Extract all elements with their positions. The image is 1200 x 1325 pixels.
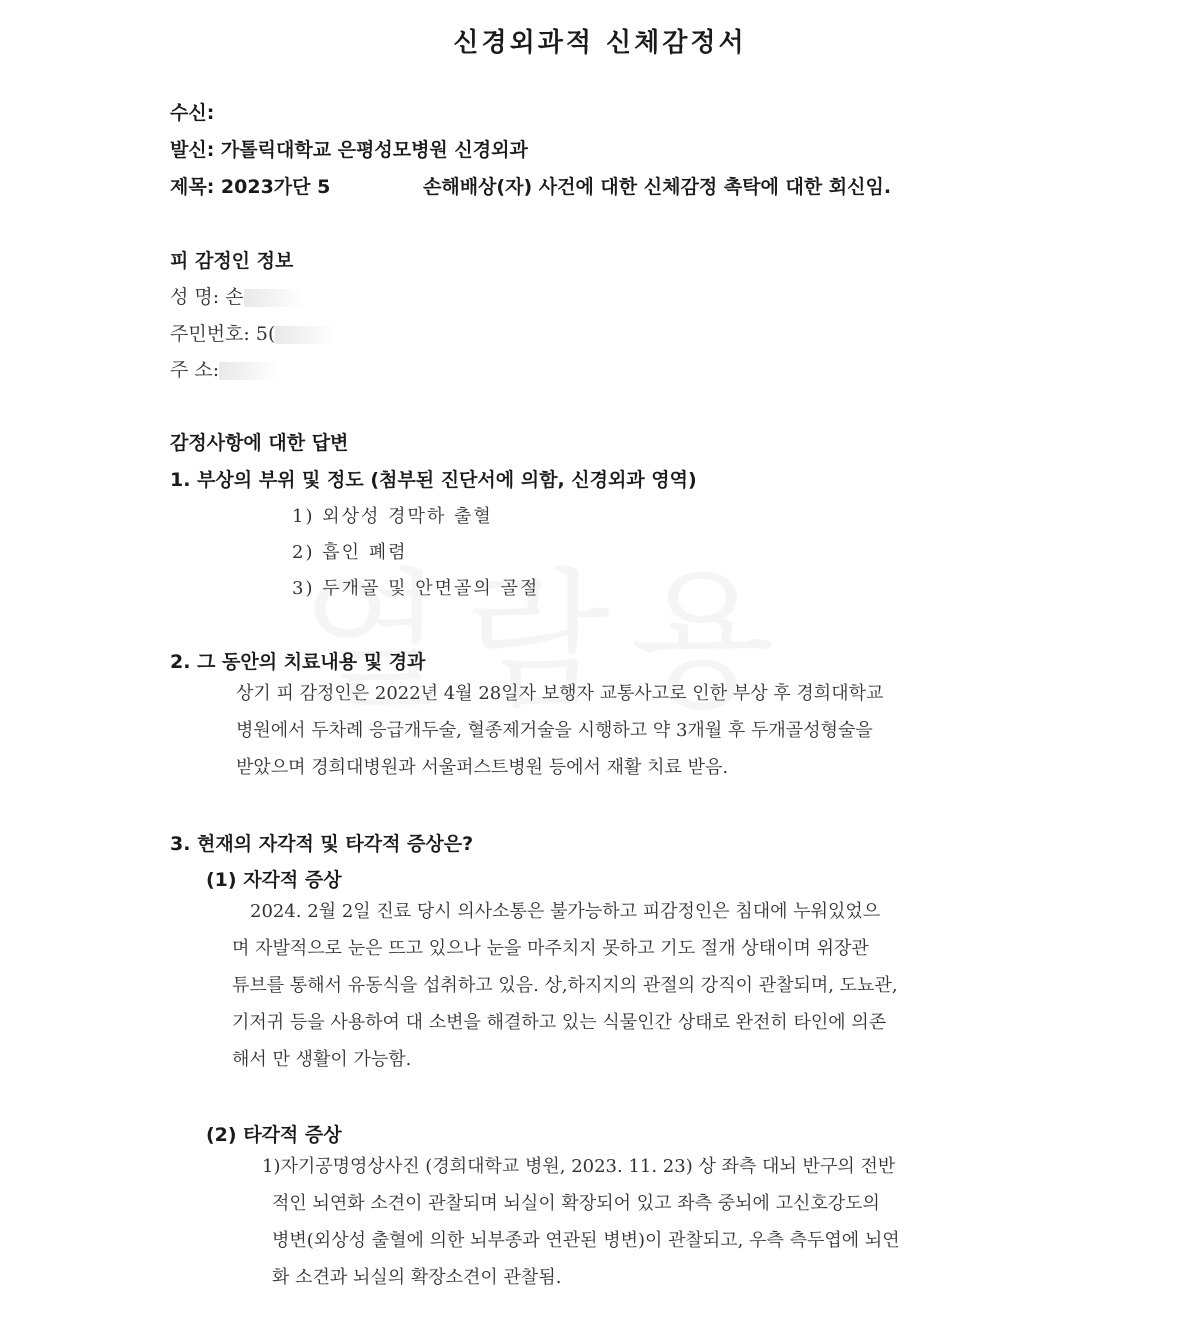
- paragraph-line: 병원에서 두차례 응급개두술, 혈종제거술을 시행하고 약 3개월 후 두개골성형술을: [236, 720, 873, 741]
- redaction: [219, 362, 279, 380]
- subject-rest: 손해배상(자) 사건에 대한 신체감정 촉탁에 대한 회신임.: [423, 176, 892, 198]
- injury-item: 1) 외상성 경막하 출혈: [292, 506, 493, 527]
- person-id-text: 주민번호: 5(: [170, 323, 276, 345]
- section-1-heading: 1. 부상의 부위 및 정도 (첨부된 진단서에 의함, 신경외과 영역): [170, 469, 697, 491]
- paragraph-line: 1)자기공명영상사진 (경희대학교 병원, 2023. 11. 23) 상 좌측 대뇌 반구의 전반: [262, 1156, 896, 1177]
- paragraph-line: 받았으며 경희대병원과 서울퍼스트병원 등에서 재활 치료 받음.: [236, 757, 729, 778]
- person-id-number: [170, 319, 335, 346]
- redaction: [244, 289, 304, 307]
- paragraph-line: 튜브를 통해서 유동식을 섭취하고 있음. 상,하지지의 관절의 강직이 관찰되며, 도뇨관,: [232, 975, 898, 996]
- section-2-heading: 2. 그 동안의 치료내용 및 경과: [170, 651, 426, 673]
- person-address-text: 주 소:: [170, 359, 220, 381]
- paragraph-line: 상기 피 감정인은 2022년 4월 28일자 보행자 교통사고로 인한 부상 후 경희대학교: [236, 683, 884, 704]
- subject-prefix: 제목: 2023가단 5: [170, 176, 331, 198]
- section-3-heading: 3. 현재의 자각적 및 타각적 증상은?: [170, 833, 474, 855]
- paragraph-line: 기저귀 등을 사용하여 대 소변을 해결하고 있는 식물인간 상태로 완전히 타인에 의존: [232, 1012, 887, 1033]
- paragraph-line: 적인 뇌연화 소견이 관찰되며 뇌실이 확장되어 있고 좌측 중뇌에 고신호강도의: [272, 1193, 880, 1214]
- person-heading: 피 감정인 정보: [170, 250, 294, 272]
- subjective-heading: (1) 자각적 증상: [206, 869, 342, 891]
- person-address: [170, 355, 279, 382]
- paragraph-line: 화 소견과 뇌실의 확장소견이 관찰됨.: [272, 1267, 562, 1288]
- paragraph-line: 병변(외상성 출혈에 의한 뇌부종과 연관된 병변)이 관찰되고, 우측 측두엽에 뇌연: [272, 1230, 900, 1251]
- answers-heading: 감정사항에 대한 답변: [170, 432, 349, 454]
- paragraph-line: 2024. 2월 2일 진료 당시 의사소통은 불가능하고 피감정인은 침대에 누워있었으: [250, 901, 881, 922]
- document-title: 신경외과적 신체감정서: [453, 28, 747, 58]
- paragraph-line: 며 자발적으로 눈은 뜨고 있으나 눈을 마주치지 못하고 기도 절개 상태이며 위장관: [232, 938, 869, 959]
- objective-heading: (2) 타각적 증상: [206, 1124, 342, 1146]
- recipient-line: 수신:: [170, 102, 215, 124]
- paragraph-line: 해서 만 생활이 가능함.: [232, 1049, 412, 1070]
- redaction: [275, 326, 335, 344]
- treatment-paragraph: [236, 675, 1031, 786]
- person-name: [170, 282, 304, 309]
- subjective-paragraph: [232, 893, 1032, 1078]
- injury-item: 2) 흡인 폐렴: [292, 542, 408, 563]
- injury-item: 3) 두개골 및 안면골의 골절: [292, 578, 540, 599]
- objective-paragraph: [262, 1148, 1032, 1296]
- person-name-text: 성 명: 손: [170, 286, 244, 308]
- sender-line: 발신: 가톨릭대학교 은평성모병원 신경외과: [170, 139, 528, 161]
